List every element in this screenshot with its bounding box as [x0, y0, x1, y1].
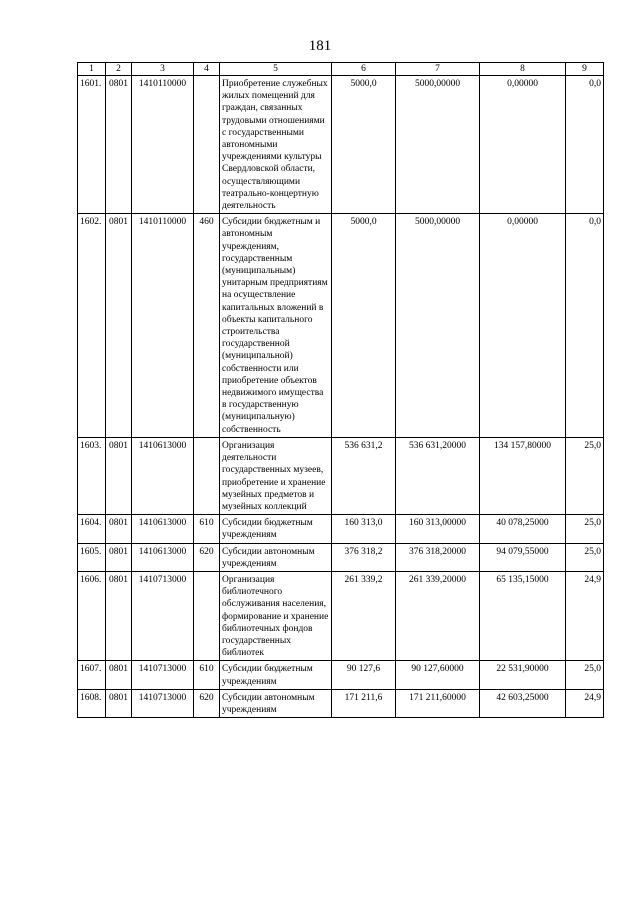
expense-type: 610	[194, 661, 220, 689]
execution-percent: 25,0	[566, 661, 604, 689]
approved-amount: 5000,00000	[396, 214, 480, 438]
planned-amount: 160 313,0	[332, 515, 396, 543]
execution-percent: 0,0	[566, 76, 604, 214]
expense-type: 620	[194, 543, 220, 571]
section-code: 0801	[106, 661, 132, 689]
target-code: 1410713000	[132, 661, 194, 689]
execution-percent: 0,0	[566, 214, 604, 438]
section-code: 0801	[106, 214, 132, 438]
target-code: 1410110000	[132, 214, 194, 438]
section-code: 0801	[106, 543, 132, 571]
executed-amount: 134 157,80000	[480, 437, 566, 514]
row-number: 1606.	[78, 571, 106, 660]
approved-amount: 536 631,20000	[396, 437, 480, 514]
item-name: Субсидии бюджетным учреждениям	[220, 661, 332, 689]
header-cell: 9	[566, 63, 604, 76]
header-cell: 4	[194, 63, 220, 76]
target-code: 1410613000	[132, 543, 194, 571]
section-code: 0801	[106, 437, 132, 514]
target-code: 1410713000	[132, 689, 194, 717]
expense-type: 620	[194, 689, 220, 717]
execution-percent: 25,0	[566, 543, 604, 571]
section-code: 0801	[106, 571, 132, 660]
planned-amount: 376 318,2	[332, 543, 396, 571]
expense-type	[194, 437, 220, 514]
execution-percent: 25,0	[566, 437, 604, 514]
expense-type: 610	[194, 515, 220, 543]
planned-amount: 536 631,2	[332, 437, 396, 514]
item-name: Приобретение служебных жилых помещений для граждан, связанных трудовыми отношениями с государственными автономными учреждениями культуры Свердловской области, осуществляющими театрально-концертную деятельность	[220, 76, 332, 214]
planned-amount: 90 127,6	[332, 661, 396, 689]
executed-amount: 42 603,25000	[480, 689, 566, 717]
target-code: 1410613000	[132, 437, 194, 514]
target-code: 1410613000	[132, 515, 194, 543]
planned-amount: 5000,0	[332, 214, 396, 438]
target-code: 1410713000	[132, 571, 194, 660]
planned-amount: 171 211,6	[332, 689, 396, 717]
item-name: Субсидии бюджетным и автономным учреждениям, государственным (муниципальным) унитарным предприятиям на осуществление капитальных вложений в объекты капитального строительства государственной (муниципальной) собственности или приобретение объектов недвижимого имущества в государственную (муниципальную) собственность	[220, 214, 332, 438]
header-cell: 5	[220, 63, 332, 76]
item-name: Организация библиотечного обслуживания населения, формирование и хранение библиотечных фондов государственных библиотек	[220, 571, 332, 660]
approved-amount: 376 318,20000	[396, 543, 480, 571]
row-number: 1603.	[78, 437, 106, 514]
page-number: 181	[308, 38, 332, 54]
expense-type	[194, 76, 220, 214]
table-row	[78, 76, 604, 214]
approved-amount: 171 211,60000	[396, 689, 480, 717]
table-row	[78, 214, 604, 438]
approved-amount: 90 127,60000	[396, 661, 480, 689]
row-number: 1608.	[78, 689, 106, 717]
item-name: Организация деятельности государственных музеев, приобретение и хранение музейных предметов и музейных коллекций	[220, 437, 332, 514]
header-cell: 3	[132, 63, 194, 76]
row-number: 1607.	[78, 661, 106, 689]
item-name: Субсидии бюджетным учреждениям	[220, 515, 332, 543]
executed-amount: 65 135,15000	[480, 571, 566, 660]
expense-type: 460	[194, 214, 220, 438]
table-row	[78, 661, 604, 689]
table-row	[78, 571, 604, 660]
target-code: 1410110000	[132, 76, 194, 214]
section-code: 0801	[106, 515, 132, 543]
approved-amount: 261 339,20000	[396, 571, 480, 660]
executed-amount: 0,00000	[480, 214, 566, 438]
approved-amount: 5000,00000	[396, 76, 480, 214]
executed-amount: 94 079,55000	[480, 543, 566, 571]
approved-amount: 160 313,00000	[396, 515, 480, 543]
planned-amount: 5000,0	[332, 76, 396, 214]
execution-percent: 24,9	[566, 689, 604, 717]
planned-amount: 261 339,2	[332, 571, 396, 660]
table-row	[78, 437, 604, 514]
executed-amount: 22 531,90000	[480, 661, 566, 689]
header-row	[78, 63, 604, 76]
header-cell: 7	[396, 63, 480, 76]
item-name: Субсидии автономным учреждениям	[220, 543, 332, 571]
table-row	[78, 689, 604, 717]
row-number: 1604.	[78, 515, 106, 543]
expense-type	[194, 571, 220, 660]
execution-percent: 24,9	[566, 571, 604, 660]
row-number: 1602.	[78, 214, 106, 438]
item-name: Субсидии автономным учреждениям	[220, 689, 332, 717]
table-row	[78, 543, 604, 571]
row-number: 1601.	[78, 76, 106, 214]
header-cell: 6	[332, 63, 396, 76]
header-cell: 8	[480, 63, 566, 76]
header-cell: 1	[78, 63, 106, 76]
table-row	[78, 515, 604, 543]
section-code: 0801	[106, 689, 132, 717]
executed-amount: 40 078,25000	[480, 515, 566, 543]
executed-amount: 0,00000	[480, 76, 566, 214]
budget-table	[77, 62, 604, 718]
execution-percent: 25,0	[566, 515, 604, 543]
row-number: 1605.	[78, 543, 106, 571]
header-cell: 2	[106, 63, 132, 76]
section-code: 0801	[106, 76, 132, 214]
